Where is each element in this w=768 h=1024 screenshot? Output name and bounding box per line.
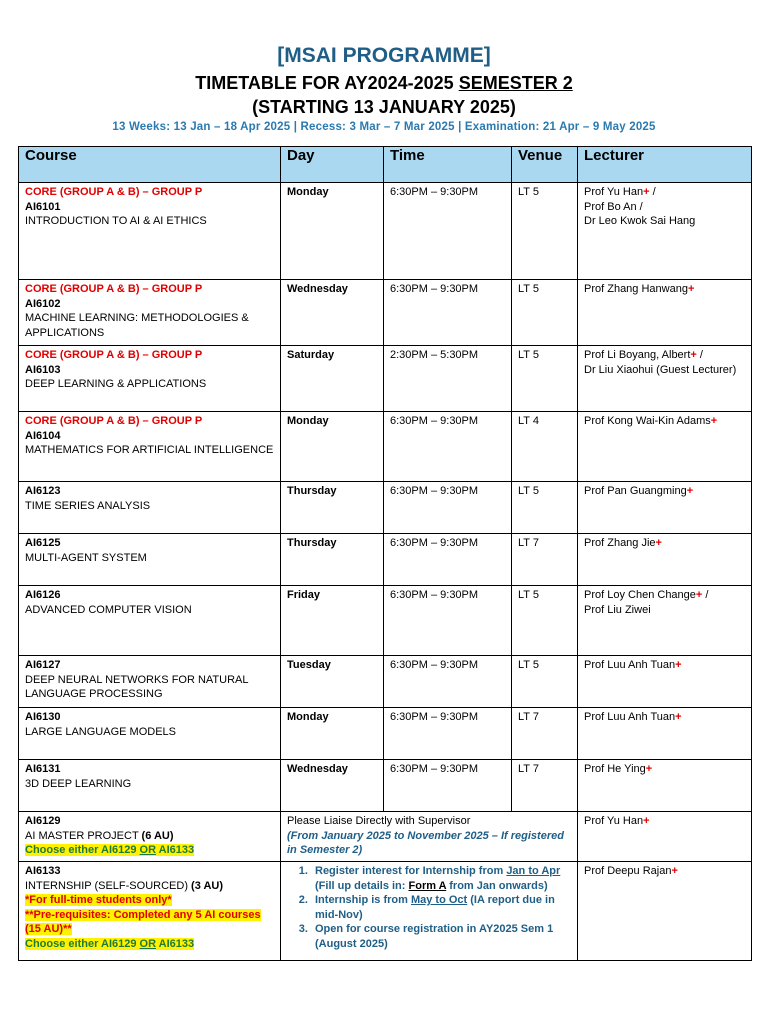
col-venue: Venue	[512, 147, 578, 183]
list-item: 3. Open for course registration in AY2025 Sem 1 (August 2025)	[311, 922, 571, 951]
lecturer-cell	[578, 760, 752, 812]
course-cell	[19, 482, 281, 534]
choose-note: Choose either AI6129 OR AI6133	[25, 844, 195, 857]
course-name: DEEP NEURAL NETWORKS FOR NATURAL LANGUAGE PROCESSING	[25, 673, 249, 701]
table-row-internship	[19, 862, 752, 961]
lecturer-cell	[578, 586, 752, 656]
course-name: 3D DEEP LEARNING	[25, 777, 132, 790]
course-cell	[19, 280, 281, 346]
plus-marker: +	[643, 186, 650, 198]
lecturer-cell	[578, 482, 752, 534]
course-name: LARGE LANGUAGE MODELS	[25, 725, 176, 738]
schedule-note: (From January 2025 to November 2025 – If registered in Semester 2)	[287, 829, 564, 857]
lecturer-cell	[578, 346, 752, 412]
lecturer-cell	[578, 183, 752, 280]
course-code: AI6133	[25, 865, 61, 877]
course-name: ADVANCED COMPUTER VISION	[25, 603, 192, 616]
plus-marker: +	[645, 763, 653, 775]
course-cell	[19, 183, 281, 280]
course-cell	[19, 656, 281, 708]
col-time: Time	[384, 147, 512, 183]
course-code: AI6101	[25, 200, 61, 213]
course-cell	[19, 760, 281, 812]
table-row	[19, 760, 752, 812]
time-cell: 2:30PM – 5:30PM	[384, 346, 512, 412]
plus-marker: +	[675, 659, 682, 671]
plus-marker: +	[695, 589, 703, 601]
day-cell: Thursday	[281, 482, 384, 534]
course-code: AI6130	[25, 711, 61, 723]
plus-marker: +	[671, 865, 678, 877]
lecturer-sep: /	[696, 349, 703, 361]
table-row	[19, 346, 752, 412]
plus-marker: +	[675, 711, 682, 723]
core-group: CORE (GROUP A & B) – GROUP P	[25, 283, 203, 295]
course-cell	[19, 586, 281, 656]
time-cell: 6:30PM – 9:30PM	[384, 280, 512, 346]
lecturer-cell	[578, 812, 752, 862]
core-group: CORE (GROUP A & B) – GROUP P	[25, 349, 203, 361]
col-day: Day	[281, 147, 384, 183]
course-au: (6 AU)	[141, 829, 174, 842]
course-code: AI6123	[25, 485, 61, 497]
time-cell: 6:30PM – 9:30PM	[384, 412, 512, 482]
venue-cell: LT 5	[512, 586, 578, 656]
lecturer-sep: /	[649, 186, 656, 198]
day-cell: Monday	[281, 183, 384, 280]
day-cell: Monday	[281, 412, 384, 482]
col-lecturer: Lecturer	[578, 147, 752, 183]
lecturer-cell	[578, 862, 752, 961]
course-code: AI6104	[25, 429, 61, 442]
table-row	[19, 412, 752, 482]
lecturer-name: Prof Yu Han	[584, 186, 644, 198]
plus-marker: +	[655, 537, 662, 549]
day-cell: Wednesday	[281, 280, 384, 346]
lecturer-name: Prof Loy Chen Change	[584, 589, 696, 601]
course-name: INTRODUCTION TO AI & AI ETHICS	[25, 215, 207, 228]
table-row	[19, 534, 752, 586]
table-row	[19, 482, 752, 534]
lecturer-name: Prof Zhang Hanwang	[584, 283, 688, 295]
lecturer-name: Prof Luu Anh Tuan	[584, 659, 676, 671]
time-cell: 6:30PM – 9:30PM	[384, 534, 512, 586]
lecturer-cell	[578, 656, 752, 708]
time-cell: 6:30PM – 9:30PM	[384, 586, 512, 656]
lecturer-cell	[578, 708, 752, 760]
course-name: MULTI-AGENT SYSTEM	[25, 551, 147, 564]
table-row	[19, 708, 752, 760]
venue-cell: LT 4	[512, 412, 578, 482]
plus-marker: +	[690, 349, 697, 361]
core-group: CORE (GROUP A & B) – GROUP P	[25, 186, 203, 198]
course-name: TIME SERIES ANALYSIS	[25, 499, 151, 512]
schedule-cell	[281, 862, 578, 961]
day-cell: Monday	[281, 708, 384, 760]
course-cell	[19, 534, 281, 586]
lecturer-sep: /	[702, 589, 709, 601]
prereq-note: **Pre-requisites: Completed any 5 AI courses (15 AU)**	[25, 908, 261, 936]
choose-note: Choose either AI6129 OR AI6133	[25, 937, 195, 950]
table-row	[19, 656, 752, 708]
course-cell	[19, 812, 281, 862]
timetable	[18, 146, 752, 961]
lecturer-name: Prof Pan Guangming	[584, 485, 687, 497]
time-cell: 6:30PM – 9:30PM	[384, 656, 512, 708]
time-cell: 6:30PM – 9:30PM	[384, 482, 512, 534]
weeks-info: 13 Weeks: 13 Jan – 18 Apr 2025 | Recess: 3 Mar – 7 Mar 2025 | Examination: 21 Apr – 9 May 2025	[112, 121, 656, 133]
course-code: AI6129	[25, 815, 61, 827]
start-date-subtitle: (STARTING 13 JANUARY 2025)	[252, 97, 516, 117]
table-row	[19, 280, 752, 346]
day-cell: Thursday	[281, 534, 384, 586]
day-cell: Friday	[281, 586, 384, 656]
core-group: CORE (GROUP A & B) – GROUP P	[25, 415, 203, 427]
table-header-row	[19, 147, 752, 183]
lecturer-name: Prof Kong Wai-Kin Adams	[584, 415, 711, 427]
time-cell: 6:30PM – 9:30PM	[384, 760, 512, 812]
course-name: MATHEMATICS FOR ARTIFICIAL INTELLIGENCE	[25, 444, 274, 457]
lecturer-name: Dr Leo Kwok Sai Hang	[584, 215, 696, 228]
internship-steps	[287, 864, 571, 952]
fulltime-note: *For full-time students only*	[25, 894, 172, 907]
list-item: 2. Internship is from May to Oct (IA report due in mid-Nov)	[311, 893, 571, 922]
course-name: INTERNSHIP (SELF-SOURCED)	[25, 879, 192, 892]
schedule-line: Please Liaise Directly with Supervisor	[287, 815, 471, 827]
lecturer-cell	[578, 534, 752, 586]
course-code: AI6131	[25, 763, 61, 775]
time-cell: 6:30PM – 9:30PM	[384, 183, 512, 280]
venue-cell: LT 5	[512, 346, 578, 412]
plus-marker: +	[643, 815, 650, 827]
timetable-title: TIMETABLE FOR AY2024-2025 SEMESTER 2	[195, 73, 573, 93]
col-course: Course	[19, 147, 281, 183]
course-code: AI6103	[25, 363, 61, 376]
venue-cell: LT 7	[512, 760, 578, 812]
lecturer-name: Prof Zhang Jie	[584, 537, 656, 549]
day-cell: Saturday	[281, 346, 384, 412]
course-cell	[19, 412, 281, 482]
venue-cell: LT 5	[512, 280, 578, 346]
venue-cell: LT 5	[512, 183, 578, 280]
lecturer-name: Prof Li Boyang, Albert	[584, 349, 691, 361]
course-cell	[19, 708, 281, 760]
venue-cell: LT 5	[512, 656, 578, 708]
course-name: AI MASTER PROJECT	[25, 829, 142, 842]
lecturer-name: Prof Bo An /	[584, 200, 643, 213]
course-name: DEEP LEARNING & APPLICATIONS	[25, 378, 207, 391]
course-au: (3 AU)	[191, 879, 224, 892]
schedule-cell	[281, 812, 578, 862]
lecturer-name: Prof Luu Anh Tuan	[584, 711, 676, 723]
course-code: AI6102	[25, 297, 61, 310]
lecturer-name: Prof He Ying	[584, 763, 646, 775]
programme-title: [MSAI PROGRAMME]	[277, 44, 491, 67]
list-item: 1. Register interest for Internship from Jan to Apr (Fill up details in: Form A from Jan onwards)	[311, 864, 571, 893]
course-cell	[19, 862, 281, 961]
lecturer-name: Prof Liu Ziwei	[584, 603, 651, 616]
day-cell: Wednesday	[281, 760, 384, 812]
lecturer-name: Dr Liu Xiaohui (Guest Lecturer)	[584, 363, 737, 376]
course-name: MACHINE LEARNING: METHODOLOGIES & APPLICATIONS	[25, 312, 249, 339]
plus-marker: +	[687, 283, 695, 295]
lecturer-name: Prof Deepu Rajan	[584, 865, 672, 877]
plus-marker: +	[710, 415, 718, 427]
venue-cell: LT 7	[512, 534, 578, 586]
venue-cell: LT 5	[512, 482, 578, 534]
lecturer-name: Prof Yu Han	[584, 815, 644, 827]
venue-cell: LT 7	[512, 708, 578, 760]
time-cell: 6:30PM – 9:30PM	[384, 708, 512, 760]
table-row	[19, 586, 752, 656]
course-cell	[19, 346, 281, 412]
lecturer-cell	[578, 412, 752, 482]
course-code: AI6125	[25, 537, 61, 549]
table-row	[19, 183, 752, 280]
course-code: AI6127	[25, 659, 61, 671]
day-cell: Tuesday	[281, 656, 384, 708]
course-code: AI6126	[25, 589, 61, 601]
table-row-project	[19, 812, 752, 862]
lecturer-cell	[578, 280, 752, 346]
plus-marker: +	[686, 485, 694, 497]
